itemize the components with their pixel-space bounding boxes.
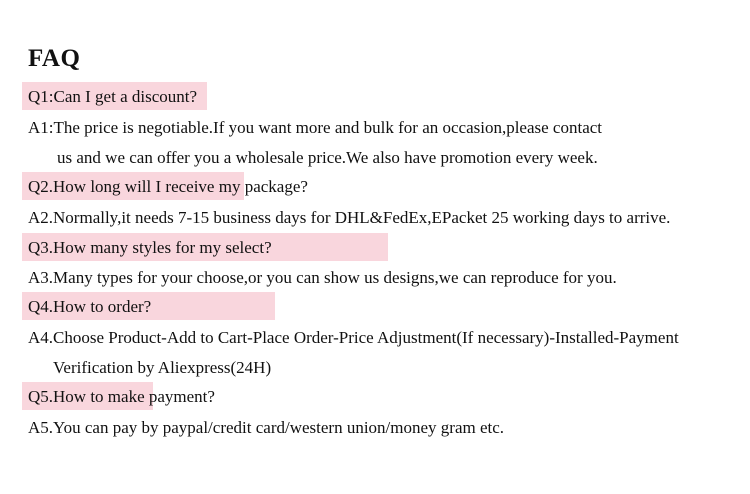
answer-4-line-1: A4.Choose Product-Add to Cart-Place Order-Price Adjustment(If necessary)-Installed-Payment xyxy=(28,328,679,347)
question-4: Q4.How to order? xyxy=(28,297,152,316)
answer-1-line-2: us and we can offer you a wholesale price.We also have promotion every week. xyxy=(57,148,598,167)
answer-1-line-1: A1:The price is negotiable.If you want more and bulk for an occasion,please contact xyxy=(28,118,603,137)
question-1: Q1:Can I get a discount? xyxy=(28,87,198,106)
answer-5-line-1: A5.You can pay by paypal/credit card/western union/money gram etc. xyxy=(28,418,505,437)
answer-4-line-2: Verification by Aliexpress(24H) xyxy=(53,358,272,377)
question-3: Q3.How many styles for my select? xyxy=(28,238,272,257)
answer-3-line-1: A3.Many types for your choose,or you can show us designs,we can reproduce for you. xyxy=(28,268,617,287)
answer-2-line-1: A2.Normally,it needs 7-15 business days for DHL&FedEx,EPacket 25 working days to arrive. xyxy=(28,208,671,227)
faq-title: FAQ xyxy=(28,45,81,72)
question-5: Q5.How to make payment? xyxy=(28,387,215,406)
question-2: Q2.How long will I receive my package? xyxy=(28,177,308,196)
